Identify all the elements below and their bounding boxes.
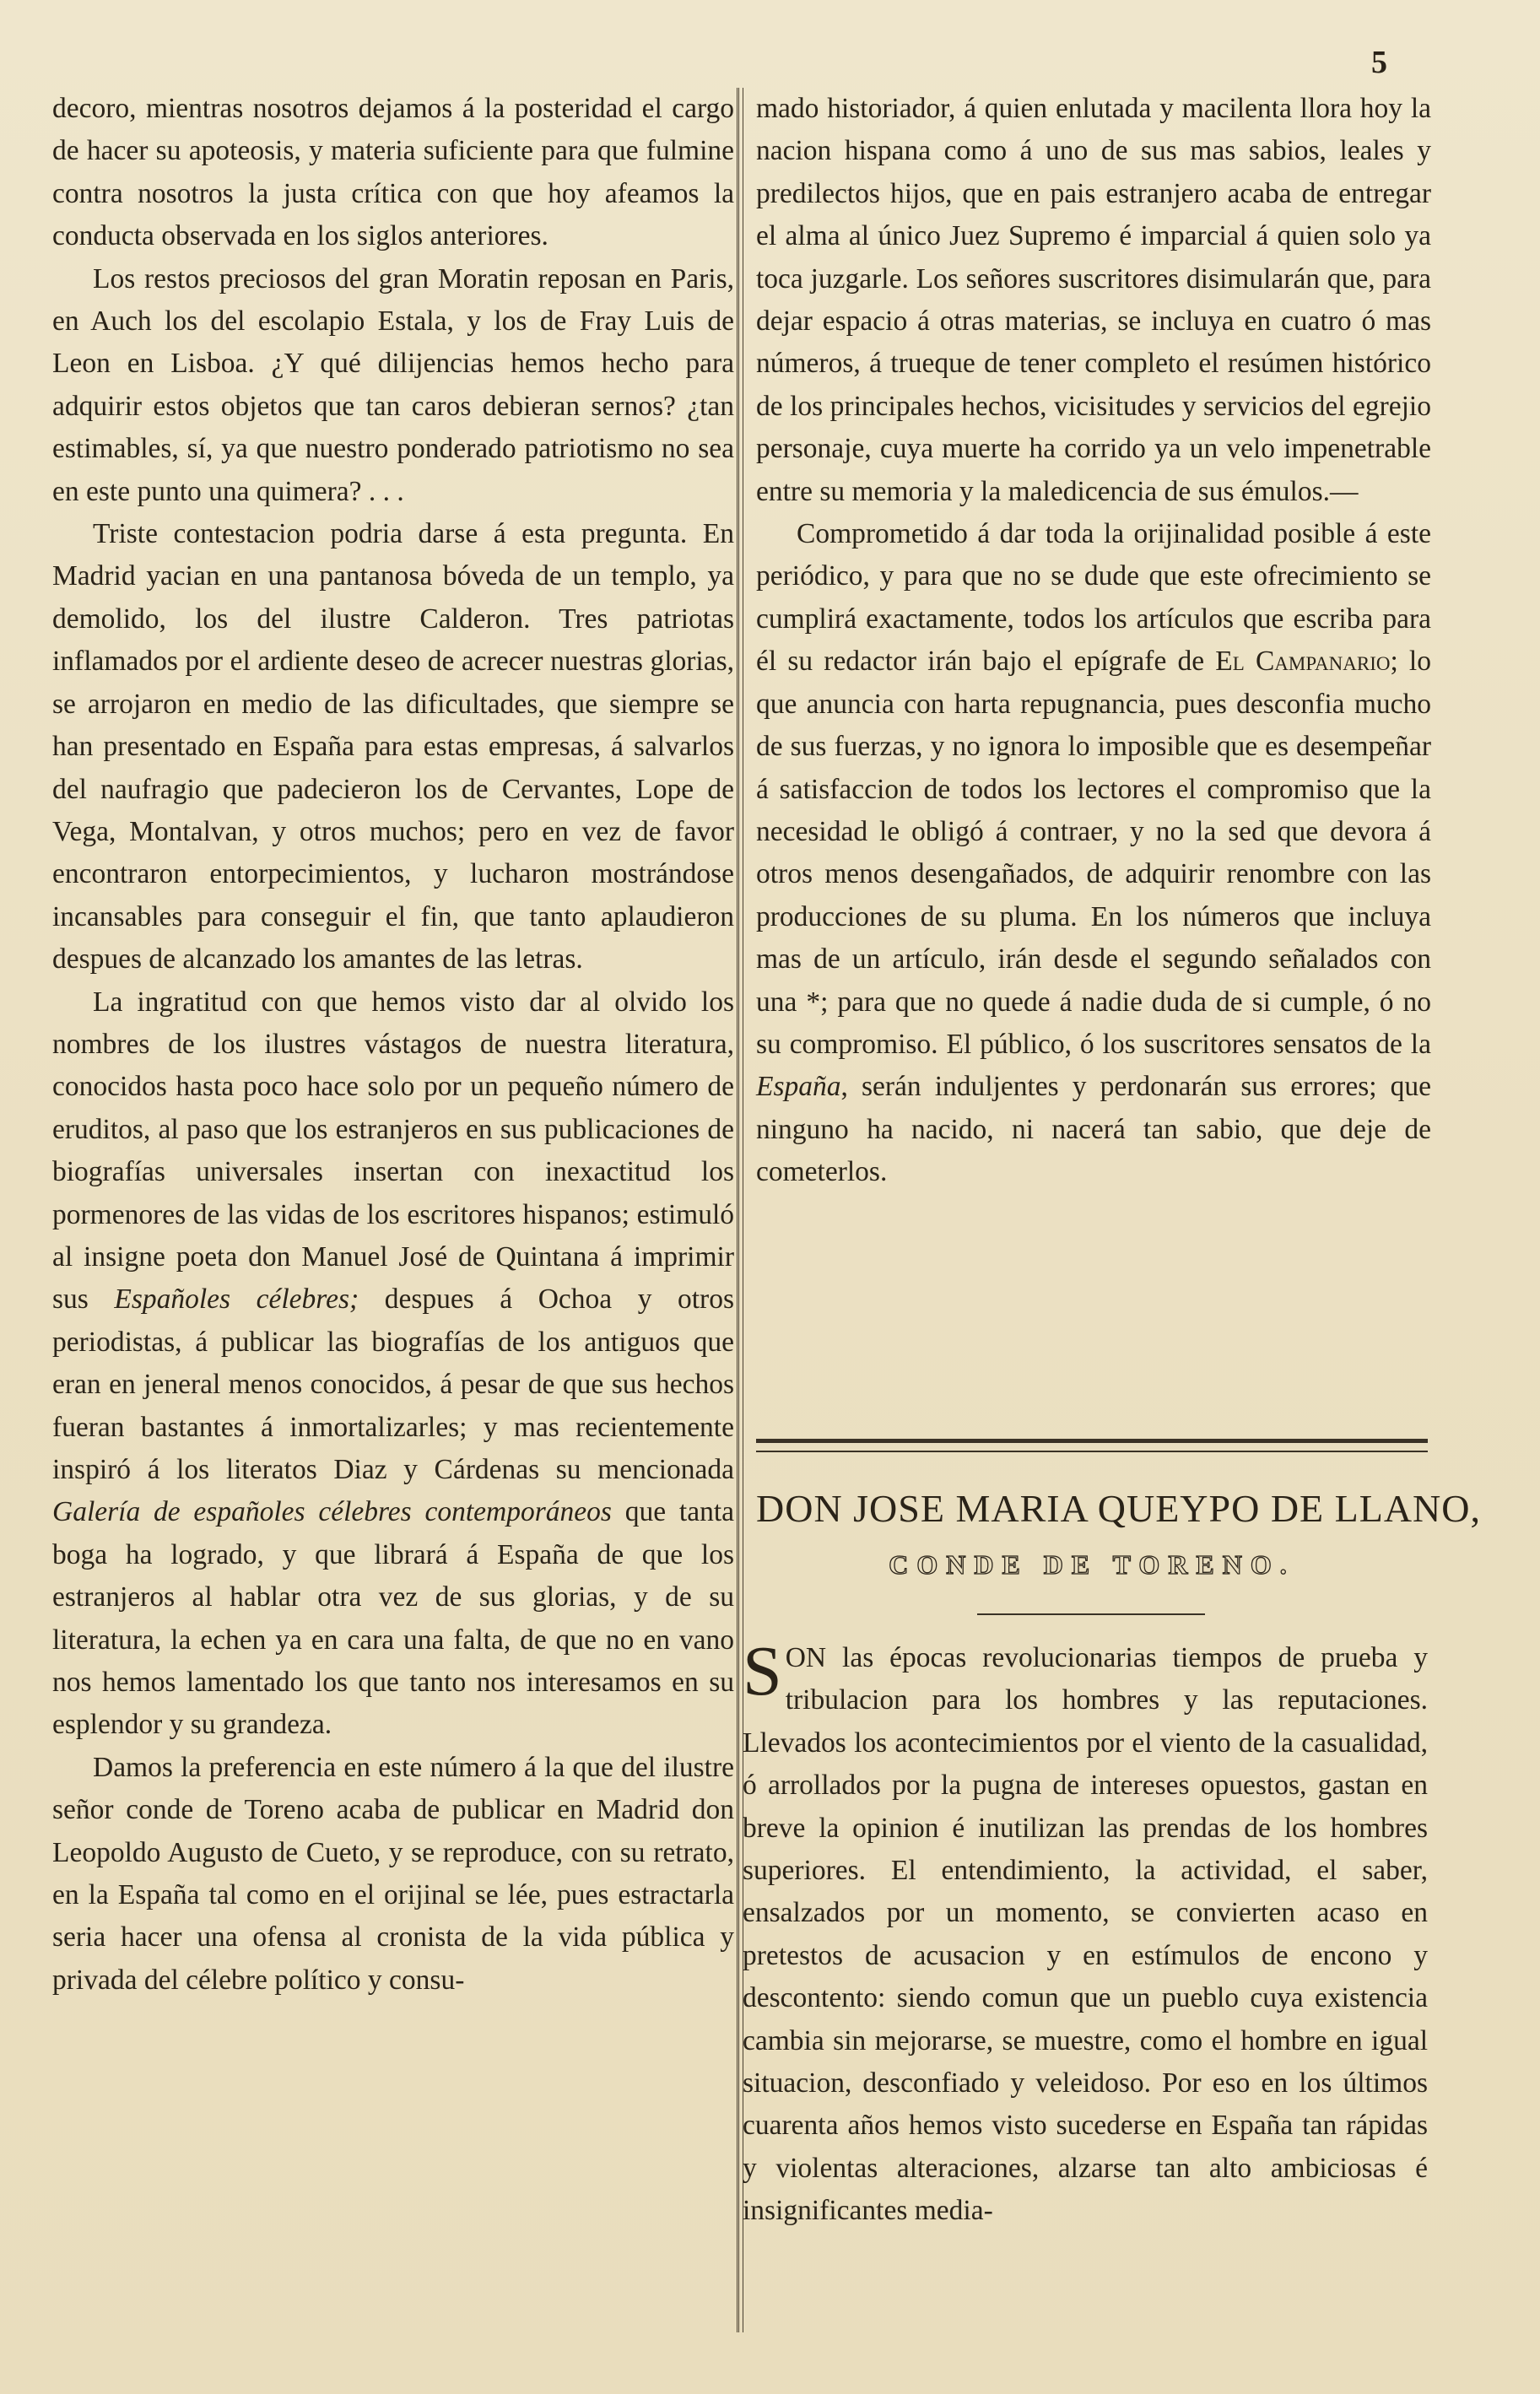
paragraph: Triste contestacion podria darse á esta pregunta. En Madrid yacian en una pantanosa bóveda de un templo, ya demolido, los del ilustre Calderon. Tres patriotas inflamados por el ardiente deseo de acrecer nuestras glorias, se arrojaron en medio de las dificultades, que siempre se han presentado en España para estas empresas, á salvarlos del naufragio que padecieron los de Cervantes, Lope de Vega, Montalvan, y otros muchos; pero en vez de favor encontraron entorpecimientos, y lucharon mostrándose incansables para conseguir el fin, que tanto aplaudieron despues de alcanzado los amantes de las letras. <box>52 518 734 975</box>
left-column <box>52 88 734 2002</box>
paragraph <box>743 1632 1428 2233</box>
text-run: que tanta boga ha logrado, y que librará á España de que los estranjeros al hablar otra vez de sus glorias, y de su literatura, la echen ya en cara una falta, de que no en vano nos hemos lamentado los que tanto nos interesamos en su esplendor y su grandeza. <box>52 1496 734 1741</box>
text-run: ; lo que anuncia con harta repugnancia, pues desconfia mucho de sus fuerzas, y no ignora lo imposible que es desempeñar á satisfaccion de todos los lectores el compromiso que la necesidad le obligó á contraer, y no la sed que devora á otros menos desengañados, de adquirir renombre con las producciones de su pluma. En los números que incluya mas de un artículo, irán desde el segundo señalados con una *; para que no quede á nadie duda de si cumple, ó no su compromiso. El público, ó los suscritores sensatos de la <box>756 646 1431 1060</box>
book-title: Españoles célebres; <box>114 1283 359 1316</box>
paragraph <box>756 513 1431 1194</box>
text-run: , serán induljentes y perdonarán sus errores; que ninguno ha nacido, ni nacerá tan sabio, que deje de cometerlos. <box>756 1071 1431 1188</box>
article-title: DON JOSE MARIA QUEYPO DE LLANO, <box>756 1487 1481 1530</box>
right-column <box>756 88 1431 1194</box>
paragraph: decoro, mientras nosotros dejamos á la posteridad el cargo de hacer su apoteosis, y materia suficiente para que fulmine contra nosotros la justa crítica con que hoy afeamos la conducta observada en los siglos anteriores. <box>52 93 734 252</box>
periodical-name: España <box>756 1071 841 1103</box>
column-divider <box>737 88 739 2332</box>
drop-cap: S <box>743 1632 782 1710</box>
text-run: La ingratitud con que hemos visto dar al olvido los nombres de los ilustres vástagos de nuestra literatura, conocidos hasta poco hace solo por un pequeño número de eruditos, al paso que los estranjeros en sus publicaciones de biografías universales insertan con inexactitud los pormenores de las vidas de los escritores hispanos; estimuló al insigne poeta don Manuel José de Quintana á imprimir sus <box>52 986 734 1316</box>
paragraph: mado historiador, á quien enlutada y macilenta llora hoy la nacion hispana como á uno de sus mas sabios, leales y predilectos hijos, que en pais estranjero acaba de entregar el alma al único Juez Supremo é imparcial á quien solo ya toca juzgarle. Los señores suscritores disimularán que, para dejar espacio á otras materias, se incluya en cuatro ó mas números, á trueque de tener completo el resúmen histórico de los principales hechos, vicisitudes y servicios del egrejio personaje, cuya muerte ha corrido ya un velo impenetrable entre su memoria y la maledicencia de sus émulos.— <box>756 93 1431 507</box>
text-run: despues á Ochoa y otros periodistas, á publicar las biografías de los antiguos que eran en jeneral menos conocidos, á pesar de que sus hechos fueran bastantes á inmortalizarles; y mas recientemente inspiró á los literatos Diaz y Cárdenas su mencionada <box>52 1283 734 1485</box>
section-name: El Campanario <box>1215 646 1391 678</box>
first-word: ON <box>785 1642 827 1673</box>
paragraph: Damos la preferencia en este número á la que del ilustre señor conde de Toreno acaba de publicar en Madrid don Leopoldo Augusto de Cueto, y se reproduce, con su retrato, en la España tal como en el orijinal se lée, pues estractarla seria hacer una ofensa al cronista de la vida pública y privada del célebre político y consu- <box>52 1751 734 1996</box>
article-body <box>743 1632 1428 2233</box>
article-subtitle: CONDE DE TORENO. <box>889 1549 1295 1580</box>
page-number: 5 <box>1371 45 1387 80</box>
text-run: Comprometido á dar toda la orijinalidad posible á este periódico, y para que no se dude que este ofrecimiento se cumplirá exactamente, todos los artículos que escriba para él su redactor irán bajo el epígrafe de <box>756 518 1431 678</box>
section-divider <box>756 1439 1428 1452</box>
paragraph: Los restos preciosos del gran Moratin reposan en Paris, en Auch los del escolapio Estala, y los de Fray Luis de Leon en Lisboa. ¿Y qué dilijencias hemos hecho para adquirir estos objetos que tan caros debieran sernos? ¿tan estimables, sí, ya que nuestro ponderado patriotismo no sea en este punto una quimera? . . . <box>52 262 734 507</box>
book-title: Galería de españoles célebres contemporáneos <box>52 1496 612 1528</box>
paragraph <box>52 981 734 1747</box>
title-rule <box>977 1613 1205 1615</box>
text-run: las épocas revolucionarias tiempos de prueba y tribulacion para los hombres y las reputaciones. Llevados los acontecimientos por el viento de la casualidad, ó arrollados por la pugna de intereses opuestos, gastan en breve la opinion é inutilizan las prendas de los hombres superiores. El entendimiento, la actividad, el saber, ensalzados por un momento, se convierten acaso en pretestos de acusacion y en estímulos de encono y descontento: siendo comun que un pueblo cuya existencia cambia sin mejorarse, se muestre, como el hombre en igual situacion, desconfiado y veleidoso. Por eso en los últimos cuarenta años hemos visto sucederse en España tan rápidas y violentas alteraciones, alzarse tan alto ambiciosas é insignificantes media- <box>743 1642 1428 2227</box>
